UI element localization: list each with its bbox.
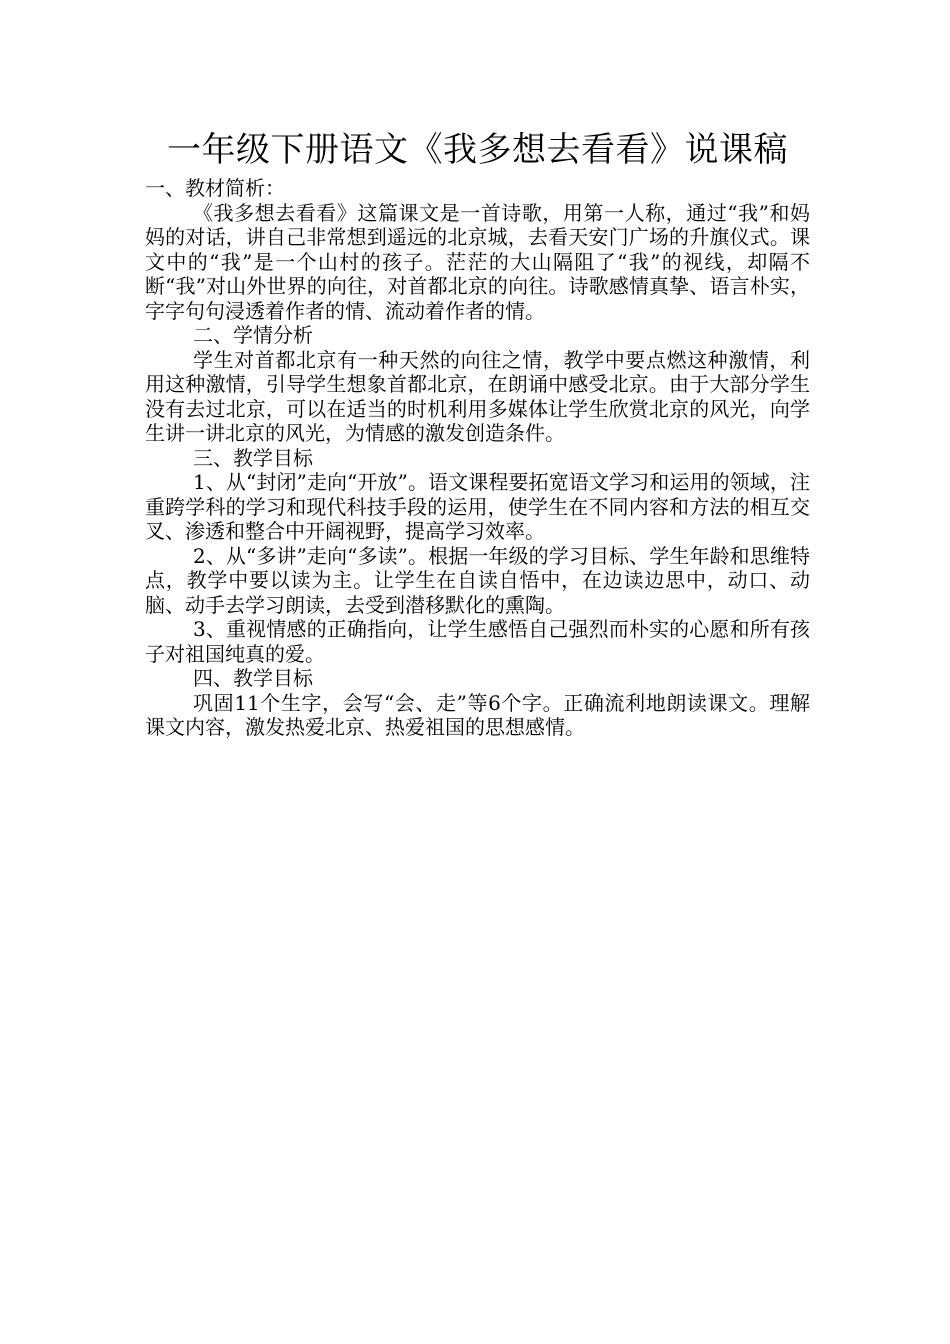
paragraph-goal-2: 2、从“多讲”走向“多读”。根据一年级的学习目标、学生年龄和思维特点，教学中要以读为主。让学生在自读自悟中，在边读边思中，动口、动脑、动手去学习朗读，去受到潜移默化的熏陶。 xyxy=(145,543,810,617)
paragraph-textbook-analysis: 《我多想去看看》这篇课文是一首诗歌，用第一人称，通过“我”和妈妈的对话，讲自己非常想到遥远的北京城，去看天安门广场的升旗仪式。课文中的“我”是一个山村的孩子。茫茫的大山隔阻了“我”的视线，却隔不断“我”对山外世界的向往，对首都北京的向往。诗歌感情真挚、语言朴实，字字句句浸透着作者的情、流动着作者的情。 xyxy=(145,200,810,323)
paragraph-goal-1: 1、从“封闭”走向“开放”。语文课程要拓宽语文学习和运用的领域，注重跨学科的学习和现代科技手段的运用，使学生在不同内容和方法的相互交叉、渗透和整合中开阔视野，提高学习效率。 xyxy=(145,470,810,543)
document-body xyxy=(145,128,810,740)
section-heading-textbook-analysis: 一、教材简析： xyxy=(145,176,285,200)
paragraph-goal-3: 3、重视情感的正确指向，让学生感悟自己强烈而朴实的心愿和所有孩子对祖国纯真的爱。 xyxy=(145,617,810,666)
paragraph-student-analysis: 学生对首都北京有一种天然的向往之情，教学中要点燃这种激情，利用这种激情，引导学生想象首都北京，在朗诵中感受北京。由于大部分学生没有去过北京，可以在适当的时机利用多媒体让学生欣赏北京的风光，向学生讲一讲北京的风光，为情感的激发创造条件。 xyxy=(145,347,810,445)
section-heading-student-analysis: 二、学情分析 xyxy=(193,323,313,347)
document-title: 一年级下册语文《我多想去看看》说课稿 xyxy=(167,130,788,170)
section-heading-teaching-goals: 三、教学目标 xyxy=(193,445,313,470)
paragraph-goal-characters: 巩固11个生字，会写“会、走”等6个字。正确流利地朗读课文。理解课文内容，激发热爱北京、热爱祖国的思想感情。 xyxy=(145,690,810,739)
section-heading-teaching-goals-2: 四、教学目标 xyxy=(193,666,313,690)
